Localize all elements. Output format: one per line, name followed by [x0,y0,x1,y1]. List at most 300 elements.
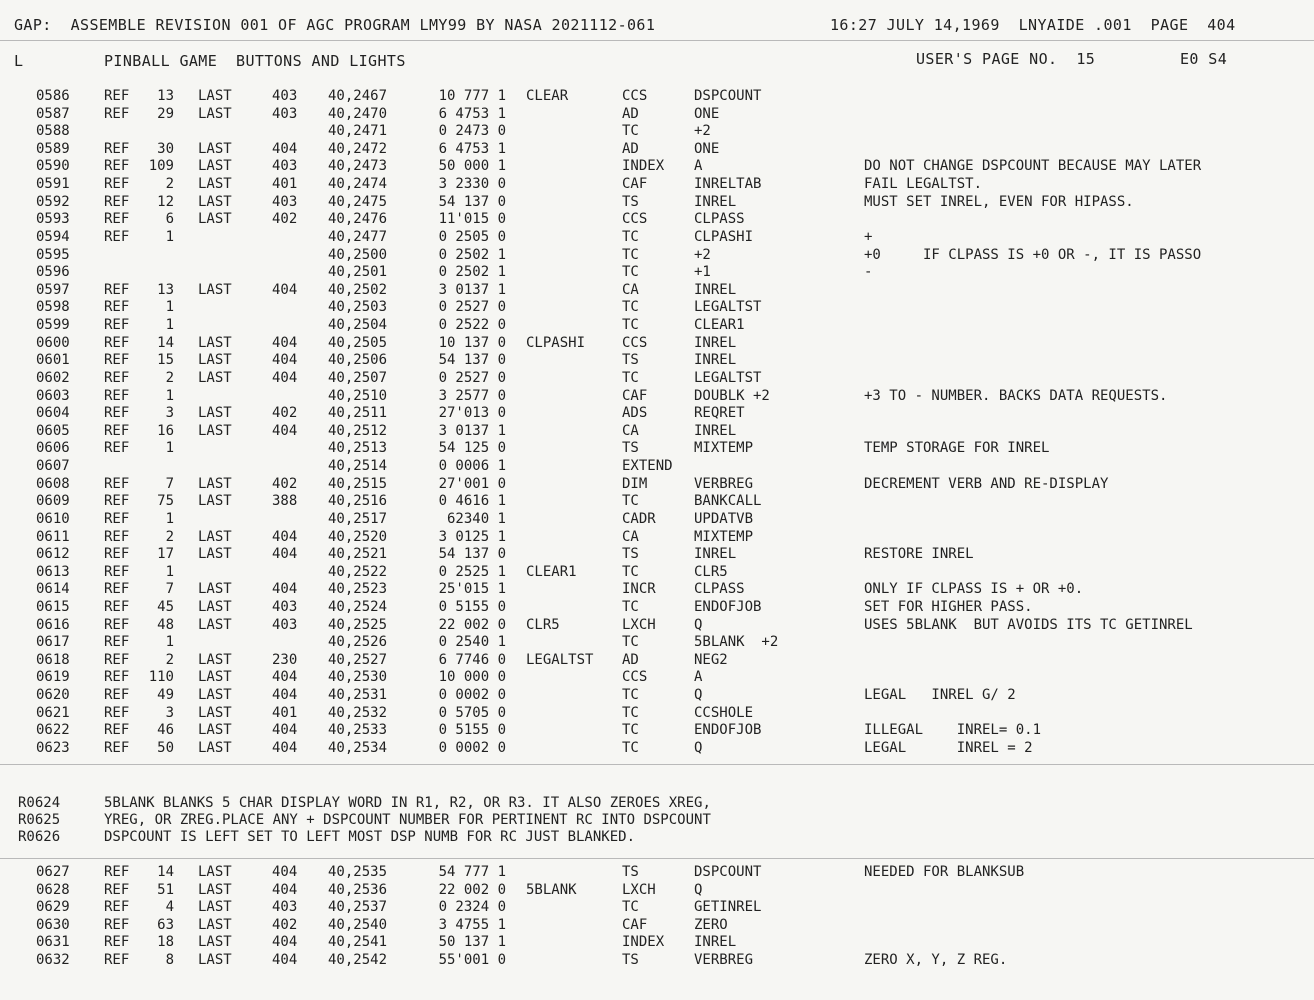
operand: INRELTAB [694,176,762,193]
listing-row [0,934,1314,952]
last-keyword: LAST [198,334,232,351]
last-page: 404 [272,952,298,969]
ref-keyword: REF [104,352,130,369]
comment: + [864,228,873,245]
opcode: TC [622,598,639,615]
ref-count: 12 [157,193,174,210]
listing-row [0,634,1314,652]
operand: 5BLANK +2 [694,634,779,651]
octal-code: 0 2324 0 [438,899,506,916]
ref-count: 49 [157,687,174,704]
opcode: AD [622,140,639,157]
memory-address: 40,2517 [328,510,388,527]
comment: LEGAL INREL G/ 2 [864,687,1016,704]
remark-number: R0626 [18,829,61,845]
listing-row [0,564,1314,582]
octal-code: 0 2502 1 [438,264,506,281]
memory-address: 40,2476 [328,211,388,228]
listing-row [0,194,1314,212]
octal-code: 0 5155 0 [438,598,506,615]
last-keyword: LAST [198,864,232,880]
block-separator-rule [0,858,1314,859]
listing-row [0,493,1314,511]
ref-keyword: REF [104,598,130,615]
line-number: 0619 [36,669,70,686]
line-number: 0586 [36,88,70,104]
memory-address: 40,2500 [328,246,388,263]
line-number: 0606 [36,440,70,457]
opcode: CADR [622,510,656,527]
operand: A [694,158,703,175]
last-page: 404 [272,739,298,756]
opcode: TC [622,317,639,334]
octal-code: 0 2522 0 [438,317,506,334]
operand: ONE [694,140,720,157]
ref-keyword: REF [104,546,130,563]
octal-code: 0 2473 0 [438,123,506,140]
last-keyword: LAST [198,176,232,193]
line-number: 0605 [36,422,70,439]
memory-address: 40,2515 [328,475,388,492]
line-number: 0603 [36,387,70,404]
users-page-number: USER'S PAGE NO. 15 [916,50,1096,68]
line-number: 0596 [36,264,70,281]
ref-count: 51 [157,881,174,898]
last-page: 403 [272,105,298,122]
opcode: TC [622,369,639,386]
line-number: 0614 [36,581,70,598]
opcode: INCR [622,581,656,598]
listing-row [0,652,1314,670]
operand: CLPASS [694,211,745,228]
ref-keyword: REF [104,669,130,686]
listing-row [0,882,1314,900]
octal-code: 0 2540 1 [438,634,506,651]
last-keyword: LAST [198,934,232,951]
octal-code: 0 0002 0 [438,687,506,704]
ref-count: 2 [165,528,174,545]
octal-code: 6 4753 1 [438,105,506,122]
operand: ENDOFJOB [694,598,762,615]
ref-count: 1 [165,299,174,316]
octal-code: 3 4755 1 [438,916,506,933]
memory-address: 40,2474 [328,176,388,193]
listing-row [0,158,1314,176]
last-keyword: LAST [198,546,232,563]
header-rule [0,40,1314,41]
octal-code: 22 002 0 [438,881,506,898]
memory-address: 40,2523 [328,581,388,598]
ref-keyword: REF [104,211,130,228]
memory-address: 40,2506 [328,352,388,369]
octal-code: 55'001 0 [438,952,506,969]
memory-address: 40,2527 [328,651,388,668]
operand: ENDOFJOB [694,722,762,739]
last-page: 404 [272,881,298,898]
last-keyword: LAST [198,105,232,122]
opcode: TC [622,704,639,721]
ref-keyword: REF [104,158,130,175]
memory-address: 40,2516 [328,493,388,510]
last-keyword: LAST [198,598,232,615]
remark-number: R0624 [18,795,61,811]
page-header-left: GAP: ASSEMBLE REVISION 001 OF AGC PROGRAM LMY99 BY NASA 2021112-061 [14,16,656,34]
opcode: DIM [622,475,648,492]
octal-code: 3 2330 0 [438,176,506,193]
octal-code: 3 2577 0 [438,387,506,404]
line-number: 0588 [36,123,70,140]
memory-address: 40,2501 [328,264,388,281]
ref-keyword: REF [104,105,130,122]
operand: Q [694,739,703,756]
opcode: TC [622,493,639,510]
memory-address: 40,2473 [328,158,388,175]
memory-address: 40,2503 [328,299,388,316]
memory-address: 40,2525 [328,616,388,633]
last-keyword: LAST [198,722,232,739]
last-page: 404 [272,669,298,686]
operand: GETINREL [694,899,762,916]
memory-address: 40,2526 [328,634,388,651]
comment: +3 TO - NUMBER. BACKS DATA REQUESTS. [864,387,1168,404]
operand: BANKCALL [694,493,762,510]
operand: VERBREG [694,952,754,969]
symbol-label: CLR5 [526,616,560,633]
last-page: 388 [272,493,298,510]
last-keyword: LAST [198,158,232,175]
opcode: AD [622,651,639,668]
ref-keyword: REF [104,88,130,104]
operand: Q [694,616,703,633]
ref-keyword: REF [104,528,130,545]
memory-address: 40,2524 [328,598,388,615]
last-keyword: LAST [198,405,232,422]
ref-keyword: REF [104,651,130,668]
octal-code: 54 137 0 [438,546,506,563]
memory-address: 40,2477 [328,228,388,245]
ref-count: 1 [165,510,174,527]
opcode: CAF [622,387,648,404]
comment: ZERO X, Y, Z REG. [864,952,1008,969]
last-page: 403 [272,158,298,175]
symbol-label: 5BLANK [526,881,577,898]
line-number: 0623 [36,739,70,756]
listing-row [0,388,1314,406]
last-keyword: LAST [198,952,232,969]
line-number: 0629 [36,899,70,916]
opcode: CAF [622,176,648,193]
opcode: TS [622,864,639,880]
opcode: CCS [622,669,648,686]
ref-count: 1 [165,387,174,404]
line-number: 0592 [36,193,70,210]
listing-row [0,88,1314,106]
ref-keyword: REF [104,616,130,633]
ref-count: 14 [157,864,174,880]
octal-code: 0 2525 1 [438,563,506,580]
listing-row [0,705,1314,723]
comment: RESTORE INREL [864,546,974,563]
operand: MIXTEMP [694,440,754,457]
last-page: 404 [272,352,298,369]
memory-address: 40,2472 [328,140,388,157]
ref-keyword: REF [104,581,130,598]
memory-address: 40,2471 [328,123,388,140]
ref-keyword: REF [104,722,130,739]
last-page: 403 [272,88,298,104]
last-keyword: LAST [198,211,232,228]
ref-count: 18 [157,934,174,951]
octal-code: 6 4753 1 [438,140,506,157]
listing-row [0,740,1314,758]
opcode: TC [622,739,639,756]
listing-row [0,599,1314,617]
ref-count: 7 [165,475,174,492]
memory-address: 40,2534 [328,739,388,756]
last-keyword: LAST [198,687,232,704]
listing-row [0,917,1314,935]
last-page: 403 [272,193,298,210]
last-page: 404 [272,934,298,951]
ref-keyword: REF [104,739,130,756]
ref-count: 45 [157,598,174,615]
last-page: 402 [272,916,298,933]
ref-count: 6 [165,211,174,228]
octal-code: 3 0137 1 [438,422,506,439]
comment: - [864,264,873,281]
comment: ONLY IF CLPASS IS + OR +0. [864,581,1084,598]
comment: +0 IF CLPASS IS +0 OR -, IT IS PASSO [864,246,1202,263]
ref-keyword: REF [104,634,130,651]
octal-code: 50 000 1 [438,158,506,175]
line-number: 0628 [36,881,70,898]
line-number: 0627 [36,864,70,880]
ref-keyword: REF [104,440,130,457]
listing-row [0,899,1314,917]
line-number: 0608 [36,475,70,492]
opcode: TC [622,228,639,245]
last-page: 404 [272,581,298,598]
section-title: PINBALL GAME BUTTONS AND LIGHTS [104,52,406,70]
operand: INREL [694,546,737,563]
last-keyword: LAST [198,616,232,633]
octal-code: 54 137 0 [438,352,506,369]
last-keyword: LAST [198,493,232,510]
ref-count: 3 [165,704,174,721]
ref-keyword: REF [104,334,130,351]
octal-code: 0 5155 0 [438,722,506,739]
line-number: 0620 [36,687,70,704]
ref-count: 7 [165,581,174,598]
opcode: CCS [622,334,648,351]
ref-keyword: REF [104,687,130,704]
line-number: 0609 [36,493,70,510]
octal-code: 11'015 0 [438,211,506,228]
octal-code: 0 5705 0 [438,704,506,721]
ref-count: 2 [165,176,174,193]
operand: CLR5 [694,563,728,580]
octal-code: 27'001 0 [438,475,506,492]
octal-code: 10 777 1 [438,88,506,104]
ref-count: 29 [157,105,174,122]
listing-row [0,352,1314,370]
octal-code: 50 137 1 [438,934,506,951]
comment: SET FOR HIGHER PASS. [864,598,1033,615]
operand: +2 [694,246,711,263]
last-page: 404 [272,546,298,563]
line-number: 0597 [36,281,70,298]
memory-address: 40,2530 [328,669,388,686]
last-keyword: LAST [198,899,232,916]
last-page: 404 [272,722,298,739]
opcode: CCS [622,88,648,104]
operand: CLPASS [694,581,745,598]
last-keyword: LAST [198,422,232,439]
last-keyword: LAST [198,881,232,898]
opcode: LXCH [622,616,656,633]
memory-address: 40,2540 [328,916,388,933]
memory-address: 40,2542 [328,952,388,969]
ref-keyword: REF [104,369,130,386]
octal-code: 0 2527 0 [438,299,506,316]
listing-row [0,370,1314,388]
operand: INREL [694,934,737,951]
last-page: 403 [272,616,298,633]
octal-code: 3 0137 1 [438,281,506,298]
listing-row [0,617,1314,635]
last-page: 404 [272,281,298,298]
memory-address: 40,2512 [328,422,388,439]
comment: FAIL LEGALTST. [864,176,983,193]
memory-address: 40,2505 [328,334,388,351]
ref-keyword: REF [104,422,130,439]
listing-row [0,529,1314,547]
last-keyword: LAST [198,140,232,157]
opcode: TC [622,722,639,739]
ref-keyword: REF [104,899,130,916]
last-page: 401 [272,704,298,721]
margin-mark: L [14,52,24,70]
octal-code: 10 000 0 [438,669,506,686]
operand: Q [694,881,703,898]
memory-address: 40,2531 [328,687,388,704]
ref-count: 1 [165,440,174,457]
listing-row [0,722,1314,740]
listing-row [0,229,1314,247]
octal-code: 0 0006 1 [438,458,506,475]
last-page: 404 [272,864,298,880]
line-number: 0594 [36,228,70,245]
line-number: 0598 [36,299,70,316]
opcode: INDEX [622,158,665,175]
symbol-label: LEGALTST [526,651,594,668]
opcode: CA [622,422,639,439]
memory-address: 40,2467 [328,88,388,104]
operand: MIXTEMP [694,528,754,545]
last-keyword: LAST [198,669,232,686]
operand: ZERO [694,916,728,933]
remark-text: YREG, OR ZREG.PLACE ANY + DSPCOUNT NUMBER FOR PERTINENT RC INTO DSPCOUNT [104,812,711,828]
octal-code: 0 4616 1 [438,493,506,510]
opcode: TS [622,440,639,457]
operand: +2 [694,123,711,140]
last-keyword: LAST [198,651,232,668]
ref-keyword: REF [104,405,130,422]
block-separator-rule [0,764,1314,765]
operand: INREL [694,281,737,298]
ref-count: 2 [165,651,174,668]
octal-code: 54 137 0 [438,193,506,210]
ref-count: 1 [165,563,174,580]
memory-address: 40,2514 [328,458,388,475]
memory-address: 40,2535 [328,864,388,880]
remark-text: DSPCOUNT IS LEFT SET TO LEFT MOST DSP NUMB FOR RC JUST BLANKED. [104,829,636,845]
remark-line [0,829,1314,846]
memory-address: 40,2510 [328,387,388,404]
octal-code: 0 2527 0 [438,369,506,386]
eo-code: E0 S4 [1180,50,1228,68]
ref-count: 13 [157,281,174,298]
listing-row [0,423,1314,441]
operand: INREL [694,422,737,439]
memory-address: 40,2522 [328,563,388,580]
opcode: ADS [622,405,648,422]
ref-keyword: REF [104,317,130,334]
operand: REQRET [694,405,745,422]
opcode: TS [622,193,639,210]
last-keyword: LAST [198,704,232,721]
last-page: 401 [272,176,298,193]
ref-keyword: REF [104,176,130,193]
last-page: 230 [272,651,298,668]
memory-address: 40,2536 [328,881,388,898]
ref-keyword: REF [104,934,130,951]
remark-line [0,812,1314,829]
operand: DOUBLK +2 [694,387,770,404]
memory-address: 40,2502 [328,281,388,298]
octal-code: 0 0002 0 [438,739,506,756]
listing-row [0,282,1314,300]
ref-keyword: REF [104,140,130,157]
operand: INREL [694,193,737,210]
listing-row [0,123,1314,141]
remark-text: 5BLANK BLANKS 5 CHAR DISPLAY WORD IN R1, R2, OR R3. IT ALSO ZEROES XREG, [104,795,711,811]
line-number: 0589 [36,140,70,157]
opcode: INDEX [622,934,665,951]
opcode: TC [622,563,639,580]
last-page: 404 [272,334,298,351]
ref-keyword: REF [104,299,130,316]
line-number: 0615 [36,598,70,615]
octal-code: 3 0125 1 [438,528,506,545]
line-number: 0611 [36,528,70,545]
listing-row [0,299,1314,317]
ref-count: 16 [157,422,174,439]
listing-row [0,581,1314,599]
listing-row [0,176,1314,194]
ref-count: 75 [157,493,174,510]
opcode: EXTEND [622,458,673,475]
listing-row [0,511,1314,529]
line-number: 0610 [36,510,70,527]
octal-code: 54 125 0 [438,440,506,457]
octal-code: 25'015 1 [438,581,506,598]
memory-address: 40,2511 [328,405,388,422]
ref-keyword: REF [104,704,130,721]
octal-code: 22 002 0 [438,616,506,633]
listing-row [0,335,1314,353]
ref-count: 4 [165,899,174,916]
